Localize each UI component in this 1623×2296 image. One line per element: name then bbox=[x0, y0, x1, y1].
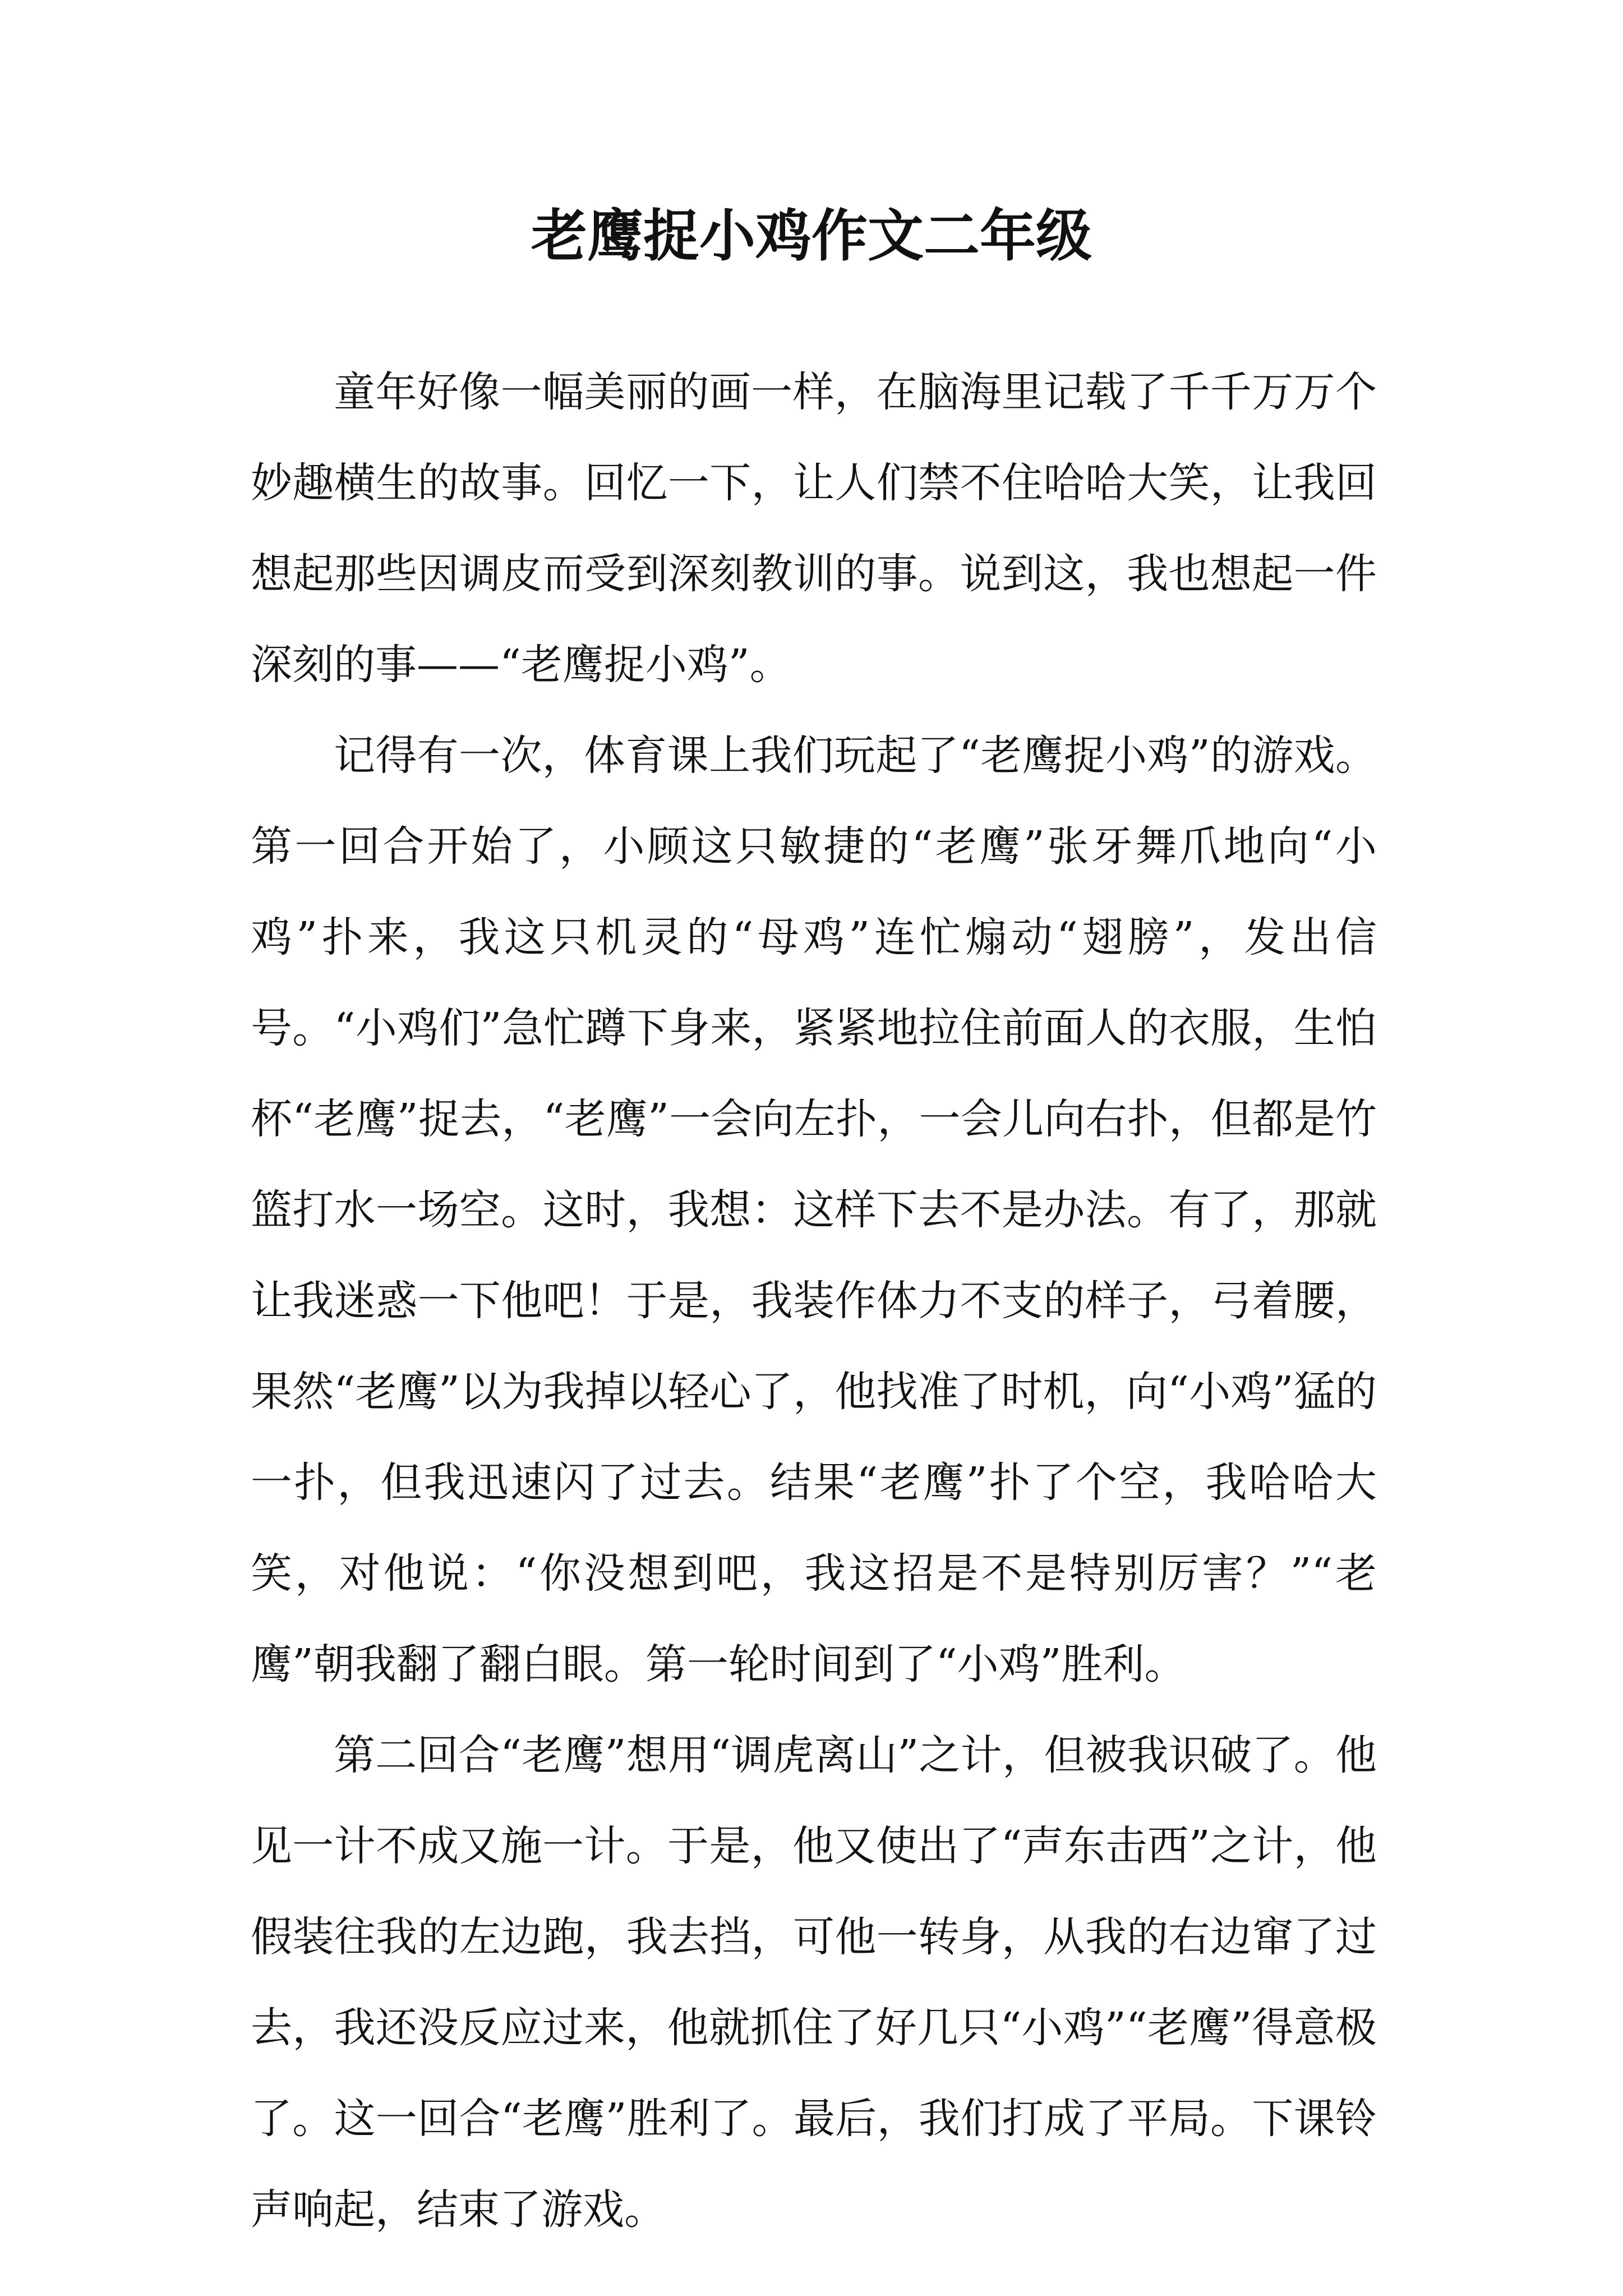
paragraph-3: 第二回合“老鹰”想用“调虎离山”之计，但被我识破了。他见一计不成又施一计。于是，他又使出了“声东击西”之计，他假装往我的左边跑，我去挡，可他一转身，从我的右边窜了过去，我还没反应过来，他就抓住了好几只“小鸡”“老鹰”得意极了。这一回合“老鹰”胜利了。最后，我们打成了平局。下课铃声响起，结束了游戏。 bbox=[251, 1731, 1377, 2234]
document-title: 老鹰捉小鸡作文二年级 bbox=[531, 203, 1092, 269]
paragraph-1: 童年好像一幅美丽的画一样，在脑海里记载了千千万万个妙趣横生的故事。回忆一下，让人们禁不住哈哈大笑，让我回想起那些因调皮而受到深刻教训的事。说到这，我也想起一件深刻的事——“老鹰捉小鸡”。 bbox=[251, 368, 1377, 689]
paragraph-2: 记得有一次，体育课上我们玩起了“老鹰捉小鸡”的游戏。第一回合开始了，小顾这只敏捷的“老鹰”张牙舞爪地向“小鸡”扑来，我这只机灵的“母鸡”连忙煽动“翅膀”，发出信号。“小鸡们”急忙蹲下身来，紧紧地拉住前面人的衣服，生怕杯“老鹰”捉去，“老鹰”一会向左扑，一会儿向右扑，但都是竹篮打水一场空。这时，我想：这样下去不是办法。有了，那就让我迷惑一下他吧！于是，我装作体力不支的样子，弓着腰，果然“老鹰”以为我掉以轻心了，他找准了时机，向“小鸡”猛的一扑，但我迅速闪了过去。结果“老鹰”扑了个空，我哈哈大笑，对他说：“你没想到吧，我这招是不是特别厉害？”“老鹰”朝我翻了翻白眼。第一轮时间到了“小鸡”胜利。 bbox=[251, 731, 1377, 1688]
document-body bbox=[251, 347, 1377, 2255]
